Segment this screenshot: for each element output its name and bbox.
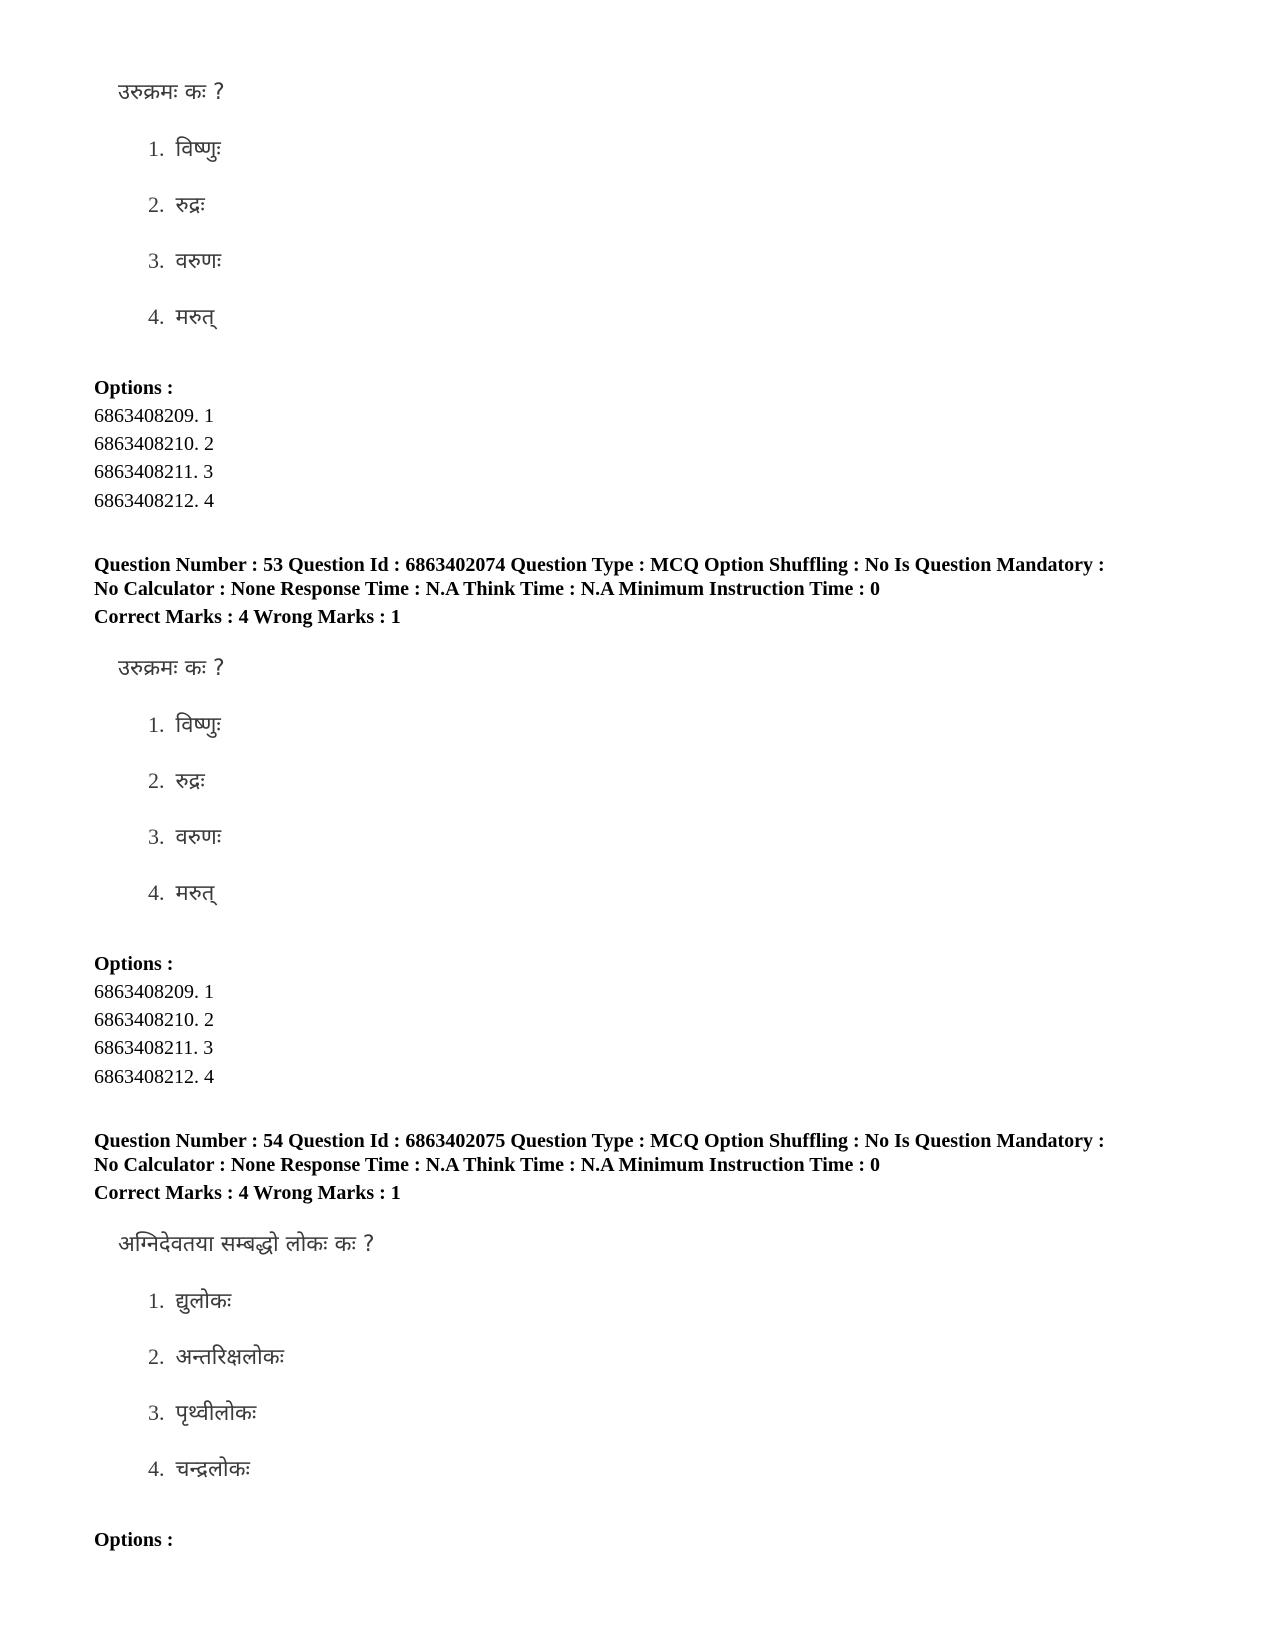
choice-text: मरुत्: [175, 881, 215, 906]
choice-number: 2.: [148, 192, 165, 217]
question-meta-line: Question Number : 54 Question Id : 6863402075 Question Type : MCQ Option Shuffling : No Is Question Mandatory :: [94, 1130, 1105, 1152]
question-choice: [148, 134, 221, 165]
choice-number: 3.: [148, 824, 165, 849]
choice-text: अन्तरिक्षलोकः: [175, 1345, 285, 1370]
question-choice: [148, 1342, 284, 1373]
marks-line: Correct Marks : 4 Wrong Marks : 1: [94, 1182, 401, 1204]
choice-text: पृथ्वीलोकः: [175, 1401, 257, 1426]
choice-number: 1.: [148, 1288, 165, 1313]
choice-number: 1.: [148, 712, 165, 737]
question-choice: [148, 1398, 256, 1429]
choice-number: 4.: [148, 304, 165, 329]
option-row: 6863408211. 3: [94, 1037, 214, 1059]
option-row: 6863408209. 1: [94, 981, 214, 1003]
choice-text: वरुणः: [175, 249, 222, 274]
choice-number: 2.: [148, 768, 165, 793]
choice-text: विष्णुः: [175, 713, 221, 738]
options-label: Options :: [94, 1529, 174, 1551]
option-row: 6863408212. 4: [94, 1066, 214, 1088]
choice-text: मरुत्: [175, 305, 215, 330]
question-image: [118, 1230, 638, 1500]
question-image: [118, 654, 638, 924]
question-stem: उरुक्रमः कः ?: [118, 80, 225, 105]
question-choice: [148, 822, 221, 853]
marks-line: Correct Marks : 4 Wrong Marks : 1: [94, 606, 401, 628]
choice-text: चन्द्रलोकः: [175, 1457, 250, 1482]
question-meta-line: No Calculator : None Response Time : N.A Think Time : N.A Minimum Instruction Time : 0: [94, 1154, 880, 1176]
question-choice: [148, 766, 205, 797]
question-choice: [148, 190, 205, 221]
choice-number: 4.: [148, 1456, 165, 1481]
choice-number: 2.: [148, 1344, 165, 1369]
question-meta-line: No Calculator : None Response Time : N.A Think Time : N.A Minimum Instruction Time : 0: [94, 578, 880, 600]
choice-text: रुद्रः: [175, 769, 205, 794]
options-label: Options :: [94, 377, 174, 399]
option-row: 6863408211. 3: [94, 461, 214, 483]
question-meta: [94, 553, 1214, 601]
choice-number: 4.: [148, 880, 165, 905]
choice-number: 3.: [148, 1400, 165, 1425]
choice-text: विष्णुः: [175, 137, 221, 162]
question-choice: [148, 246, 221, 277]
choice-text: वरुणः: [175, 825, 222, 850]
question-meta: [94, 1129, 1214, 1177]
question-stem: अग्निदेवतया सम्बद्धो लोकः कः ?: [118, 1232, 375, 1257]
question-meta-line: Question Number : 53 Question Id : 6863402074 Question Type : MCQ Option Shuffling : No Is Question Mandatory :: [94, 554, 1105, 576]
question-choice: [148, 710, 221, 741]
question-choice: [148, 1454, 250, 1485]
choice-number: 3.: [148, 248, 165, 273]
question-image: [118, 78, 638, 348]
choice-text: रुद्रः: [175, 193, 205, 218]
question-stem: उरुक्रमः कः ?: [118, 656, 225, 681]
question-choice: [148, 878, 214, 909]
option-row: 6863408209. 1: [94, 405, 214, 427]
choice-number: 1.: [148, 136, 165, 161]
question-choice: [148, 302, 214, 333]
option-row: 6863408210. 2: [94, 433, 214, 455]
option-row: 6863408210. 2: [94, 1009, 214, 1031]
options-label: Options :: [94, 953, 174, 975]
option-row: 6863408212. 4: [94, 490, 214, 512]
choice-text: द्युलोकः: [175, 1289, 232, 1314]
question-choice: [148, 1286, 231, 1317]
